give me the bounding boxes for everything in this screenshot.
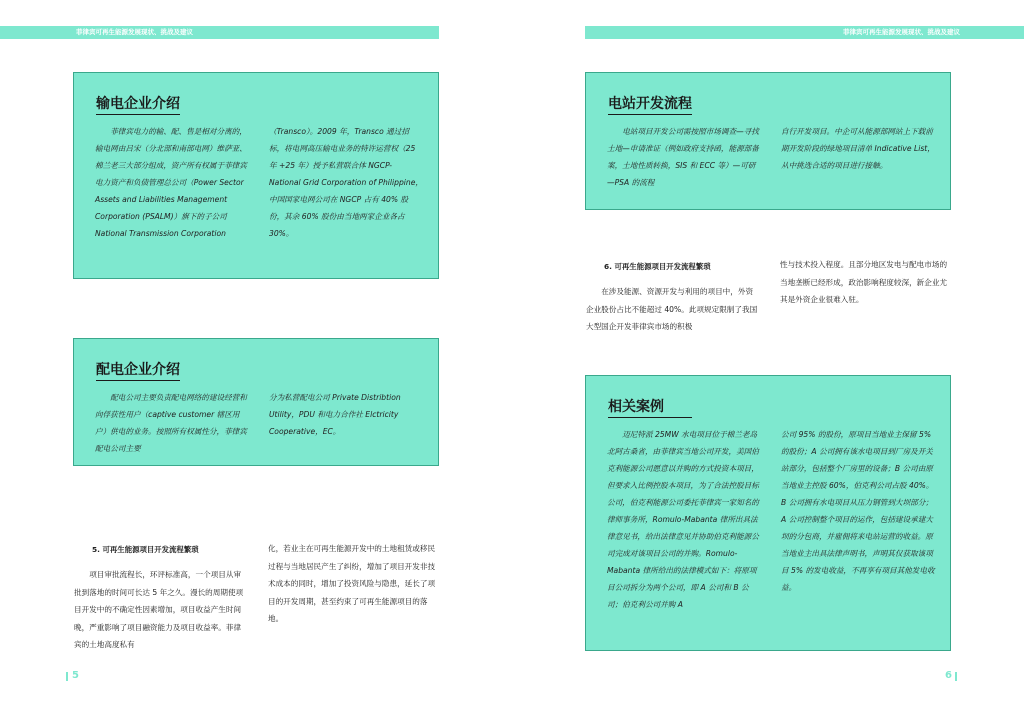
right-page <box>512 0 1024 724</box>
card-title: 电站开发流程 <box>608 96 692 112</box>
card-title: 输电企业介绍 <box>96 96 180 112</box>
page-number: 6 <box>945 670 952 681</box>
station-card <box>585 72 951 210</box>
title-underline <box>96 380 180 381</box>
card-text-col2: （Transco）。2009 年，Transco 通过招标，将电网高压输电业务的特许运营权（25 年 +25 年）授予私营联合体 NGCP-National Grid Corporation of Philippine，中国国家电网公司在 NGCP 占有 40% 股份，其余 60% 股份由当地两家企业各占 30%。 <box>269 127 423 238</box>
distribution-card <box>73 338 439 466</box>
card-text-col1: 菲律宾电力的输、配、售是相对分离的，输电网由吕宋（分北部和南部电网）维萨亚、棉兰老三大部分组成，资产所有权属于菲律宾电力资产和负债管理总公司（Power Sector Assets and Liabilities Management Corporation (PSALM)）旗下的子公司 National Transmission Corporation <box>95 127 247 238</box>
section-heading: 5. 可再生能源项目开发流程繁琐 <box>92 545 199 554</box>
section-heading: 6. 可再生能源项目开发流程繁琐 <box>604 262 711 271</box>
card-text-col1: 迈尼特派 25MW 水电项目位于棉兰老岛北阿古桑省，由菲律宾当地公司开发，美国伯克利能源公司愿意以并购的方式投资本项目，但要求入比例控股本项目，为了合法控股目标公司，伯克利能源公司委托菲律宾一家知名的律师事务所，Romulo-Mabanta 律所出具法律意见书，给出法律意见并协助伯克利能源公司完成对该项目公司的并购。Romulo-Mabanta 律所给出的法律模式如下：将原项目公司拆分为两个公司，即 A 公司和 B 公司；伯克利公司并购 A <box>607 430 759 609</box>
title-underline <box>96 114 180 115</box>
card-text-col2: 公司 95% 的股份，原项目当地业主保留 5% 的股份；A 公司拥有该水电项目到厂房及开关站部分，包括整个厂房里的设备；B 公司由原当地业主控股 60%，伯克利公司占股 40%。B 公司拥有水电项目从压力钢管到大坝部分；A 公司控制整个项目的运作，包括建设承建大坝的分包商，并雇佣将来电站运营的收益。原当地业主出具法律声明书，声明其仅获取该项目 5% 的发电收益，不再享有项目其他发电收益。 <box>781 430 935 592</box>
title-underline <box>608 417 692 418</box>
title-underline <box>608 114 692 115</box>
card-text-col1: 配电公司主要负责配电网络的建设经营和向俘获性用户（captive customer 辖区用户）供电的业务。按照所有权属性分，菲律宾配电公司主要 <box>95 393 247 453</box>
cases-card <box>585 375 951 651</box>
card-title: 相关案例 <box>608 399 664 415</box>
card-text-col2: 分为私营配电公司 Private Distribtion Utility，PDU 和电力合作社 Elctricity Cooperative，EC。 <box>269 393 401 436</box>
section-text-col2: 性与技术投入程度。且部分地区发电与配电市场的当地垄断已经形成，政治影响程度较深，新企业尤其是外资企业很难入驻。 <box>780 260 948 304</box>
running-header: 菲律宾可再生能源发展现状、挑战及建议 <box>0 26 439 39</box>
section-text-col1: 项目审批流程长，环评标准高，一个项目从审批到落地的时间可长达 5 年之久。漫长的周期使项目开发中的不确定性因素增加，项目收益产生时间晚，严重影响了项目融资能力及项目收益率。菲律宾的土地高度私有 <box>74 570 244 649</box>
page-number-bar <box>66 672 68 681</box>
card-title: 配电企业介绍 <box>96 362 180 378</box>
section-text-col2: 化，若业主在可再生能源开发中的土地租赁或移民过程与当地居民产生了纠纷，增加了项目开发非技术成本的同时，增加了投资风险与隐患，延长了项目的开发周期，甚至约束了可再生能源项目的落地。 <box>268 544 436 623</box>
page-number: 5 <box>72 670 79 681</box>
running-header: 菲律宾可再生能源发展现状、挑战及建议 <box>585 26 1024 39</box>
card-text-col1: 电站项目开发公司需按照市场调查—寻找土地—申请准证（例如政府支持函，能源部备案，土地性质转换，SIS 和 ECC 等）—可研—PSA 的流程 <box>607 127 759 187</box>
card-text-col2: 自行开发项目。中企可从能源部网站上下载前期开发阶段的绿地项目清单 Indicative List，从中挑选合适的项目进行接触。 <box>781 127 935 170</box>
page-number-bar <box>955 672 957 681</box>
section-text-col1: 在涉及能源、资源开发与利用的项目中，外资企业股份占比不能超过 40%。此项规定限制了我国大型国企开发菲律宾市场的积极 <box>586 287 758 331</box>
transmission-card <box>73 72 439 279</box>
